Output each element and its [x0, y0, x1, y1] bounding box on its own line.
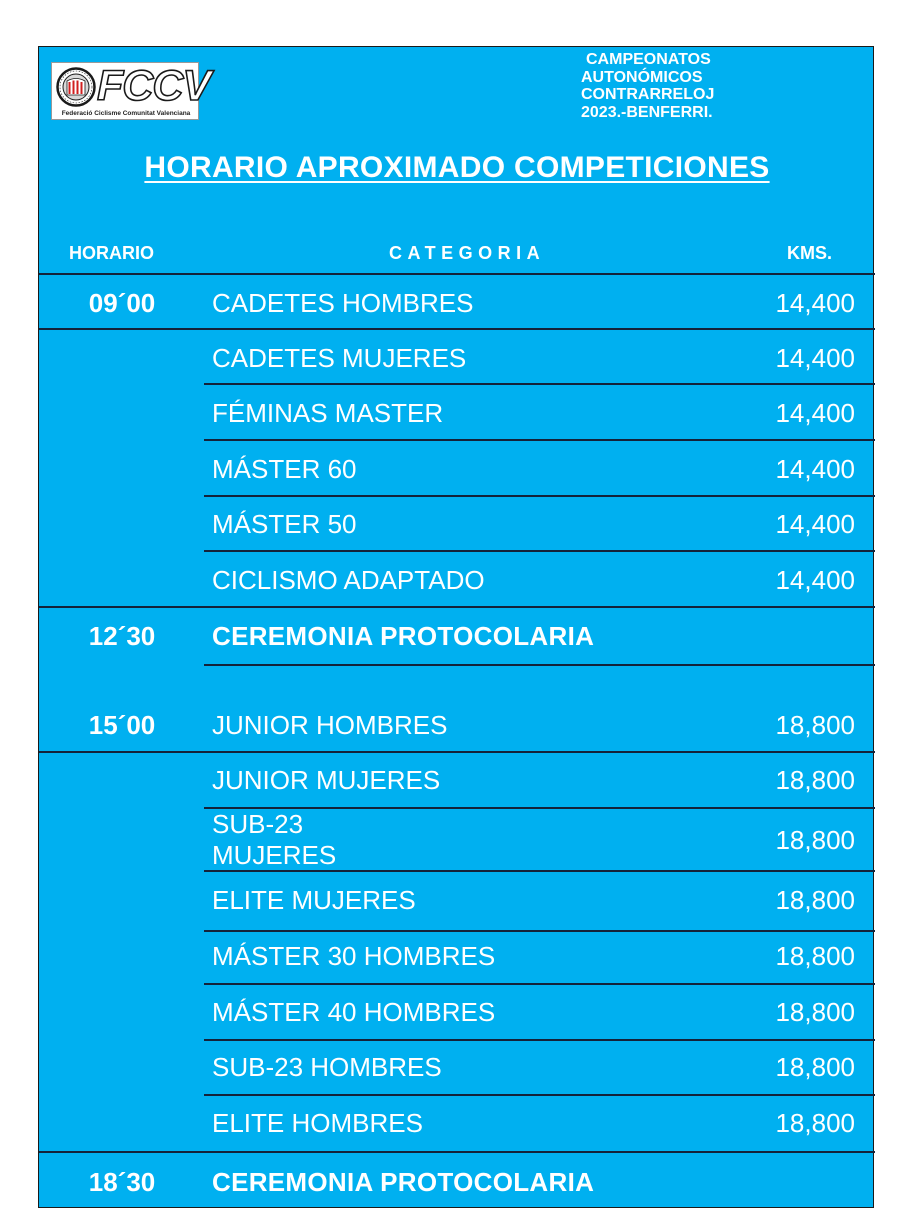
header-horario: HORARIO	[69, 243, 154, 263]
row-time: 12´30	[88, 621, 156, 651]
row-divider	[204, 983, 875, 985]
row-divider	[39, 606, 875, 608]
row-category: ELITE HOMBRES	[212, 1108, 423, 1138]
row-kms: 18,800	[775, 997, 855, 1027]
event-line: CONTRARRELOJ	[581, 86, 715, 103]
event-line: 2023.-BENFERRI.	[581, 103, 713, 121]
row-category: FÉMINAS MASTER	[212, 398, 444, 428]
row-divider	[39, 273, 875, 275]
row-time: 15´00	[88, 710, 156, 740]
header-categoria: CATEGORIA	[389, 243, 546, 263]
row-category: MÁSTER 40 HOMBRES	[212, 997, 496, 1027]
row-category: CADETES MUJERES	[212, 343, 467, 373]
row-kms: 18,800	[775, 765, 855, 795]
row-category: JUNIOR HOMBRES	[212, 710, 448, 740]
row-category-line: SUB-23	[212, 809, 304, 839]
row-divider	[204, 664, 875, 666]
row-kms: 14,400	[775, 454, 855, 484]
row-divider	[204, 1094, 875, 1096]
row-kms: 14,400	[775, 509, 855, 539]
row-kms: 18,800	[775, 710, 855, 740]
row-ceremony: CEREMONIA PROTOCOLARIA	[212, 621, 595, 651]
row-category: CADETES HOMBRES	[212, 288, 474, 318]
header-kms: KMS.	[787, 243, 832, 263]
row-category-line: MUJERES	[212, 840, 337, 870]
federation-emblem-icon	[56, 67, 96, 107]
row-kms: 18,800	[775, 885, 855, 915]
event-line: CAMPEONATOS	[586, 51, 711, 68]
row-category: MÁSTER 50	[212, 509, 357, 539]
row-divider	[204, 439, 875, 441]
row-kms: 14,400	[775, 343, 855, 373]
row-category: ELITE MUJERES	[212, 885, 416, 915]
row-divider	[204, 383, 875, 385]
row-kms: 14,400	[775, 565, 855, 595]
row-category: JUNIOR MUJERES	[212, 765, 441, 795]
row-category	[212, 809, 336, 871]
row-divider	[204, 930, 875, 932]
row-category: SUB-23 HOMBRES	[212, 1052, 442, 1082]
row-category: CICLISMO ADAPTADO	[212, 565, 485, 595]
fccv-logo	[51, 62, 211, 120]
row-kms: 18,800	[775, 1052, 855, 1082]
row-divider	[204, 1039, 875, 1041]
row-kms: 18,800	[775, 825, 855, 855]
row-time: 18´30	[88, 1167, 156, 1197]
row-kms: 14,400	[775, 288, 855, 318]
row-divider	[204, 495, 875, 497]
logo-wordmark: FCCV	[97, 62, 211, 110]
row-divider	[39, 328, 875, 330]
row-kms: 14,400	[775, 398, 855, 428]
row-kms: 18,800	[775, 1108, 855, 1138]
row-divider	[39, 751, 875, 753]
row-category: MÁSTER 30 HOMBRES	[212, 941, 496, 971]
row-kms: 18,800	[775, 941, 855, 971]
logo-subtitle: Federació Ciclisme Comunitat Valenciana	[61, 110, 191, 117]
event-line: AUTONÓMICOS	[581, 68, 703, 86]
row-divider	[39, 1151, 875, 1153]
row-category: MÁSTER 60	[212, 454, 357, 484]
row-ceremony: CEREMONIA PROTOCOLARIA	[212, 1167, 595, 1197]
schedule-sheet	[38, 46, 874, 1208]
page-title: HORARIO APROXIMADO COMPETICIONES	[144, 151, 770, 184]
event-title	[581, 51, 714, 121]
row-time: 09´00	[88, 288, 156, 318]
row-divider	[204, 550, 875, 552]
